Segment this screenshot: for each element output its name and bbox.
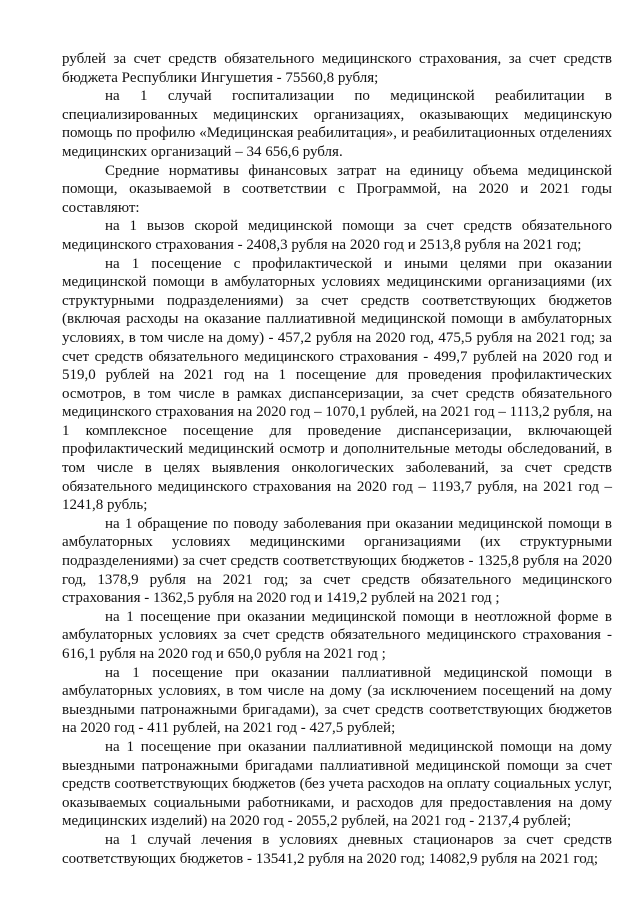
paragraph-ambulance-call: на 1 вызов скорой медицинской помощи за счет средств обязательного медицинского страхования - 2408,3 рубля на 2020 год и 2513,8 рубля на 2021 год; — [62, 218, 612, 253]
paragraph-average-cost-norms-intro: Средние нормативы финансовых затрат на единицу объема медицинской помощи, оказываемой в соответствии с Программой, на 2020 и 2021 годы составляют: — [62, 162, 612, 216]
paragraph-1-continuation: рублей за счет средств обязательного медицинского страхования, за счет средств бюджета Республики Ингушетия - 75560,8 рубля; — [62, 51, 612, 86]
paragraph-disease-appeal: на 1 обращение по поводу заболевания при оказании медицинской помощи в амбулаторных условиях медицинскими организациями (их структурными подразделениями) за счет средств соответствующих бюджетов - 1325,8 рубля на 2020 год, 1378,9 рубля на 2021 год; за счет средств обязательного медицинского страхования - 1362,5 рубля на 2020 год и 1419,2 рублей на 2021 год ; — [62, 515, 612, 607]
document-page — [62, 50, 612, 868]
paragraph-day-hospital-case: на 1 случай лечения в условиях дневных стационаров за счет средств соответствующих бюджетов - 13541,2 рубля на 2020 год; 14082,9 рубля на 2021 год; — [62, 831, 612, 867]
paragraph-urgent-care-visit: на 1 посещение при оказании медицинской помощи в неотложной форме в амбулаторных условиях за счет средств обязательного медицинского страхования - 616,1 рубля на 2020 год и 650,0 рубля на 2021 год ; — [62, 608, 612, 662]
paragraph-palliative-ambulatory-visit: на 1 посещение при оказании паллиативной медицинской помощи в амбулаторных условиях, в том числе на дому (за исключением посещений на дому выездными патронажными бригадами), за счет средств соответствующих бюджетов на 2020 год - 411 рублей, на 2021 год - 427,5 рублей; — [62, 664, 612, 737]
paragraph-rehabilitation-hospitalization: на 1 случай госпитализации по медицинской реабилитации в специализированных медицинских организациях, оказывающих медицинскую помощь по профилю «Медицинская реабилитация», и реабилитационных отделениях медицинских организаций – 34 656,6 рубля. — [62, 88, 612, 160]
paragraph-palliative-home-visit: на 1 посещение при оказании паллиативной медицинской помощи на дому выездными патронажными бригадами паллиативной медицинской помощи за счет средств соответствующих бюджетов (без учета расходов на оплату социальных услуг, оказываемых социальными работниками, и расходов для предоставления на дому медицинских изделий) на 2020 год - 2055,2 рублей, на 2021 год - 2137,4 рублей; — [62, 738, 612, 830]
paragraph-preventive-visit: на 1 посещение с профилактической и иными целями при оказании медицинской помощи в амбулаторных условиях медицинскими организациями (их структурными подразделениями) за счет средств соответствующих бюджетов (включая расходы на оказание паллиативной медицинской помощи в амбулаторных условиях, в том числе на дому) - 457,2 рубля на 2020 год, 475,5 рубля на 2021 год; за счет средств обязательного медицинского страхования - 499,7 рублей на 2020 год и 519,0 рублей на 2021 год на 1 посещение для проведения профилактических осмотров, в том числе в рамках диспансеризации, за счет средств обязательного медицинского страхования на 2020 год – 1070,1 рублей, на 2021 год – 1113,2 рубля, на 1 комплексное посещение для проведение диспансеризации, включающей профилактический медицинский осмотр и дополнительные методы обследований, в том числе в целях выявления онкологических заболеваний, за счет средств обязательного медицинского страхования на 2020 год – 1193,7 рубля, на 2021 год – 1241,8 рубль; — [62, 255, 612, 514]
